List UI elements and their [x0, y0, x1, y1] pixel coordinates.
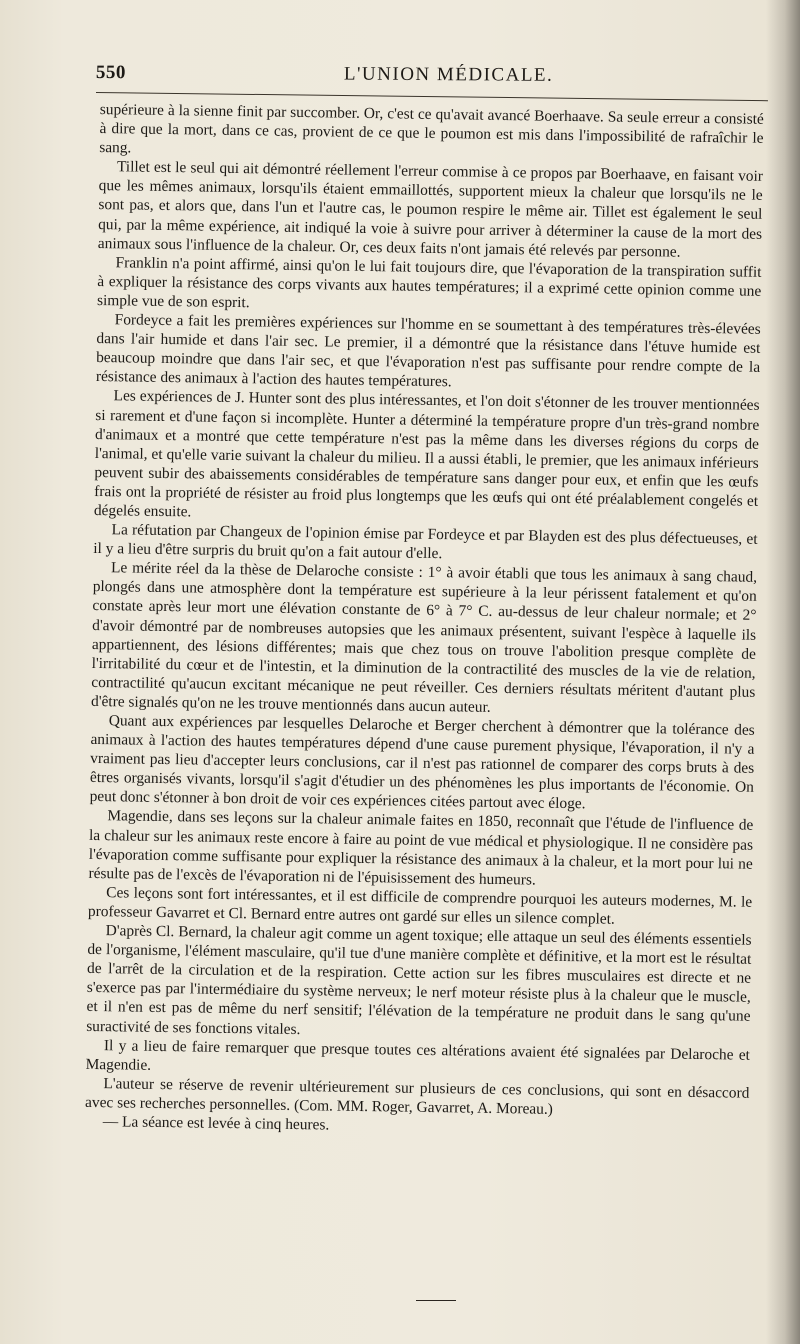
- paragraph: Quant aux expériences par lesquelles Delaroche et Berger cherchent à démontrer que la tolérance des animaux à l'action des hautes températures dépend d'une cause purement physique, l'évaporation, il n'y a vraiment pas lieu d'accepter leurs conclusions, car il n'est pas rationnel de comparer des corps bruts à des êtres organisés vivants, lorsqu'il s'agit d'étudier un des phénomènes les plus importants de l'économie. On peut donc s'étonner à bon droit de voir ces expériences citées partout avec éloge.: [89, 712, 755, 813]
- paragraph: Le mérite réel da la thèse de Delaroche consiste : 1° à avoir établi que tous les animaux à sang chaud, plongés dans une atmosphère dont la température est supérieure à la leur périssent fatalement et qu'on constate après leur mort une élévation constante de 6° à 7° C. au-dessus de leur chaleur normale; et 2° d'avoir démontré par de nombreuses autopsies que les animaux présentent, suivant l'espèce à laquelle ils appartiennent, des lésions différentes; mais que chez tous on trouve l'abolition presque complète de l'irritabilité du cœur et de l'intestin, et la diminution de la contractilité des muscles de la vie de relation, contractilité qu'aucun excitant mécanique ne peut réveiller. Ces derniers résultats méritent d'autant plus d'être signalés qu'on ne les trouve mentionnés dans aucun auteur.: [90, 559, 758, 716]
- paragraph: La réfutation par Changeux de l'opinion émise par Fordeyce et par Blayden est des plus défectueuses, et il y a lieu d'être surpris du bruit qu'on a fait autour d'elle.: [93, 521, 758, 563]
- paragraph: Magendie, dans ses leçons sur la chaleur animale faites en 1850, reconnaît que l'étude de l'influence de la chaleur sur les animaux reste encore à faire au point de vue médical et physiologique. Il ne considère pas l'évaporation comme suffisante pour expliquer la résistance des animaux à la chaleur, et la mort pour lui ne résulte pas de l'excès de l'évaporation ni de l'épuisissement des humeurs.: [88, 807, 754, 889]
- paragraph: D'après Cl. Bernard, la chaleur agit comme un agent toxique; elle attaque un seul des éléments essentiels de l'organisme, l'élément masculaire, qu'il tue d'une manière complète et définitive, et la mort est le résultat de l'arrêt de la circulation et de la respiration. Cette action sur les fibres musculaires est directe et ne s'exerce pas par l'intermédiaire du système nerveux; le nerf moteur résiste plus à la chaleur que le muscle, et il n'en est pas de même du nerf sensitif; l'élévation de la température ne produit dans le sang qu'une suractivité de ses fonctions vitales.: [86, 922, 752, 1038]
- paragraph: L'auteur se réserve de revenir ultérieurement sur plusieurs de ces conclusions, qui sont en désaccord avec ses recherches personnelles. (Com. MM. Roger, Gavarret, A. Moreau.): [85, 1074, 750, 1118]
- paragraph: Tillet est le seul qui ait démontré réellement l'erreur commise à ce propos par Boerhaave, en faisant voir que les mêmes animaux, lorsqu'ils étaient emmaillottés, supportent mieux la chaleur que lorsqu'ils ne le sont pas, et alors que, dans l'un et l'autre cas, le poumon respire le même air. Tillet est également le seul qui, par la même expérience, ait indiqué la voie à suivre pour arriver à déterminer la cause de la mort des animaux sous l'influence de la chaleur. Or, ces deux faits n'ont jamais été relevés par personne.: [97, 158, 764, 261]
- running-title: L'UNION MÉDICALE.: [343, 63, 554, 86]
- paragraph: Ces leçons sont fort intéressantes, et il est difficile de comprendre pourquoi les auteurs modernes, M. le professeur Gavarret et Cl. Bernard entre autres ont gardé sur elles un silence complet.: [87, 884, 753, 928]
- page-header: [96, 62, 736, 92]
- paragraph: supérieure à la sienne finit par succomber. Or, c'est ce qu'avait avancé Boerhaave. Sa seule erreur a consisté à dire que la mort, dans ce cas, provient de ce que le poumon est mis dans l'impossibilité de rafraîchir le sang.: [99, 100, 764, 157]
- paragraph: Les expériences de J. Hunter sont des plus intéressantes, et l'on doit s'étonner de les trouver mentionnées si rarement et d'une façon si incomplète. Hunter a déterminé la température propre d'un très-grand nombre d'animaux et a montré que cette température n'est pas la même dans les diverses régions du corps de l'animal, et qu'elle varie suivant la chaleur du milieu. Il a aussi établi, le premier, que les animaux inférieurs peuvent subir des abaissements considérables de température sans danger pour eux, et enfin que les œufs frais ont la propriété de résister au froid plus longtemps que les œufs qui ont été préalablement congelés et dégelés ensuite.: [93, 387, 760, 521]
- paragraph: — La séance est levée à cinq heures.: [102, 1113, 330, 1134]
- article-body: [85, 100, 764, 1141]
- paragraph: Franklin n'a point affirmé, ainsi qu'on le lui fait toujours dire, que l'évaporation de la transpiration suffit à expliquer la résistance des corps vivants aux hautes températures; il a exprimé cette opinion comme une simple vue de son esprit.: [96, 254, 762, 312]
- paragraph: Il y a lieu de faire remarquer que presque toutes ces altérations avaient été signalées par Delaroche et Magendie.: [85, 1036, 751, 1074]
- paragraph: Fordeyce a fait les premières expériences sur l'homme en se soumettant à des températures très-élevées dans l'air humide et dans l'air sec. Le premier, il a démontré que la résistance dans l'étuve humide est beaucoup moindre que dans l'air sec, et que l'évaporation n'est pas suffisante pour rendre compte de la résistance des animaux à l'action des hautes températures.: [95, 311, 761, 391]
- header-rule: [96, 92, 768, 101]
- end-rule: [416, 1300, 456, 1301]
- book-spine-shadow: [766, 0, 800, 1344]
- page-number: 550: [95, 62, 126, 84]
